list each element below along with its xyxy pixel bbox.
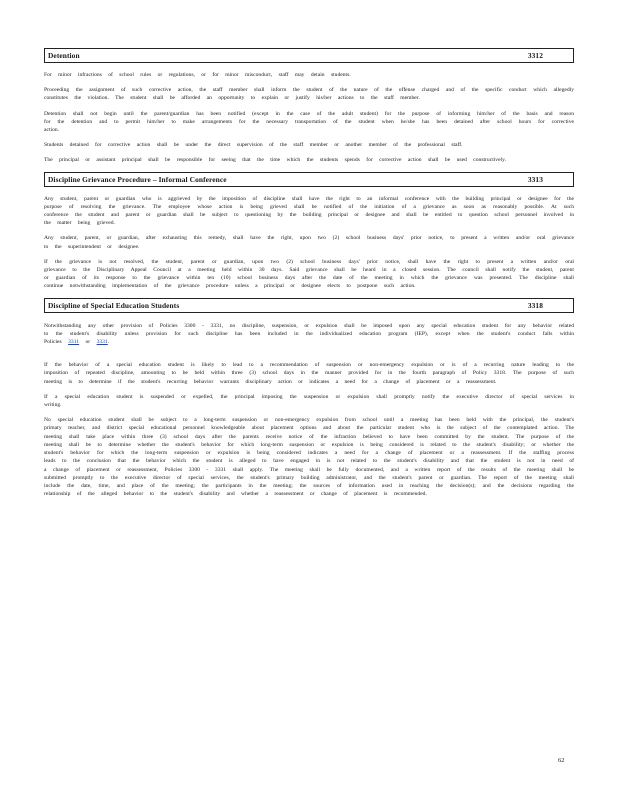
paragraph: If a special education student is suspended or expelled, the principal imposing the suspension or expulsion shall promptly notify the executive director of special services in writing. xyxy=(44,393,574,409)
paragraph: Proceeding the assignment of such corrective action, the staff member shall inform the student of the nature of the offense charged and of the specific conduct which allegedly constitutes the violation. The student shall be afforded an opportunity to explain or justify his/her actions to the staff member. xyxy=(44,87,574,102)
section-number: 3318 xyxy=(527,300,543,310)
section-number: 3312 xyxy=(527,51,543,60)
paragraph: The principal or assistant principal shall be responsible for seeing that the time which the students spends for corrective action shall be used constructively. xyxy=(44,157,506,164)
section-header-grievance xyxy=(44,172,574,187)
policy-page xyxy=(44,48,574,505)
paragraph-text: . xyxy=(107,339,110,346)
paragraph: If the grievance is not resolved, the student, parent or guardian, upon two (2) school business days' prior notice, shall have the right to present a written and/or oral grievance to the Disciplinary Appeal Council at a meeting held within 30 days. Said grievance shall be heard in a closed session. The council shall notify the student, parent or guardian of its response to the grievance within ten (10) school business days after the date of the meeting in which the grievance was presented. The discipline shall continue notwithstanding implementation of the grievance procedure unless a principal or designee elects to postpone such action. xyxy=(44,258,574,290)
paragraph: Any student, parent, or guardian, after exhausting this remedy, shall have the right, upon two (2) school business days' prior notice, to present a written and/or oral grievance to the superintendent or designee. xyxy=(44,235,574,250)
paragraph-text: or xyxy=(79,339,97,346)
paragraph: If the behavior of a special education student is likely to lead to a recommendation of suspension or non-emergency expulsion or is of a recurring nature leading to the imposition of repeated discipline, amounting to be held within three (3) school days in the manner provided for in the fourth paragraph of Policy 3318. The purpose of such meeting is to determine if the student's recurring behavior warrants disciplinary action or indicates a need for a change of placement or a reassessment. xyxy=(44,362,574,385)
section-number: 3313 xyxy=(527,174,543,184)
paragraph xyxy=(44,322,574,347)
paragraph: Any student, parent or guardian who is aggrieved by the imposition of discipline shall have the right to an informal conference with the building principal or designee for the purpose of resolving the grievance. The employee whose action is being grieved shall be notified of the initiation of a grievance as soon as reasonably possible. At such conference the student and parent or guardian shall be subject to questioning by the building principal or designee and shall be entitled to question school personnel involved in the matter being grieved. xyxy=(44,195,574,227)
paragraph-text: Notwithstanding any other provision of Policies 3300 - 3331, no discipline, suspension, or expulsion shall be imposed upon any special education student for any behavior related to the student's disability unless provision for such discipline has been included in the individualized education program (IEP), except when the student's conduct falls within Policies xyxy=(44,322,574,346)
section-title: Detention xyxy=(48,51,80,60)
paragraph: No special education student shall be subject to a long-term suspension or non-emergency expulsion from school until a meeting has been held with the principal, the student's primary teacher, and district special educational personnel knowledgeable about placement options and about the particular student who is the subject of the contemplated action. The meeting shall take place within three (3) school days after the parents receive notice of the infraction believed to have been committed by the student. The purpose of the meeting shall be to determine whether the student's behavior for which long-term suspension or expulsion is being considered is related to the student's disability; or whether the student's behavior for which the long-term suspension or expulsion is being considered indicates a need for a change of placement or a reassessment. If the staffing process leads to the conclusion that the behavior which the student is alleged to have engaged in is not related to the student's disability and that the student is not in need of a change of placement or reassessment, Policies 3300 - 3331 shall apply. The meeting shall be fully documented, and a written report of the results of the meeting shall be submitted promptly to the executive director of special services, the student's primary building administrator, and the student's parent or guardian. The report of the meeting shall include the date, time, and place of the meeting; the participants in the meeting; the sources of information used in reaching the decision(s); and the decisions regarding the relationship of the alleged behavior to the student's disability and whether a reassessment or change of placement is recommended. xyxy=(44,417,574,498)
paragraph: For minor infractions of school rules or regulations, or for minor misconduct, staff may detain students. xyxy=(44,72,351,78)
section-header-special-education xyxy=(44,298,574,313)
section-title: Discipline Grievance Procedure – Informal Conference xyxy=(48,174,227,184)
page-number: 62 xyxy=(558,757,565,764)
paragraph: Students detained for corrective action shall be under the direct supervision of the staff member or another member of the professional staff. xyxy=(44,142,463,149)
policy-link-3331[interactable]: 3331 xyxy=(96,339,108,346)
paragraph: Detention shall not begin until the parent/guardian has been notified (except in the case of the adult student) for the purpose of informing him/her of the basis and reason for the detention and to permit him/her to make arrangements for the necessary transportation of the student when he/she has been detained after school hours for corrective action. xyxy=(44,110,574,134)
section-title: Discipline of Special Education Students xyxy=(48,300,180,310)
section-header-detention xyxy=(44,48,574,63)
policy-link-3311[interactable]: 3311 xyxy=(68,339,80,346)
